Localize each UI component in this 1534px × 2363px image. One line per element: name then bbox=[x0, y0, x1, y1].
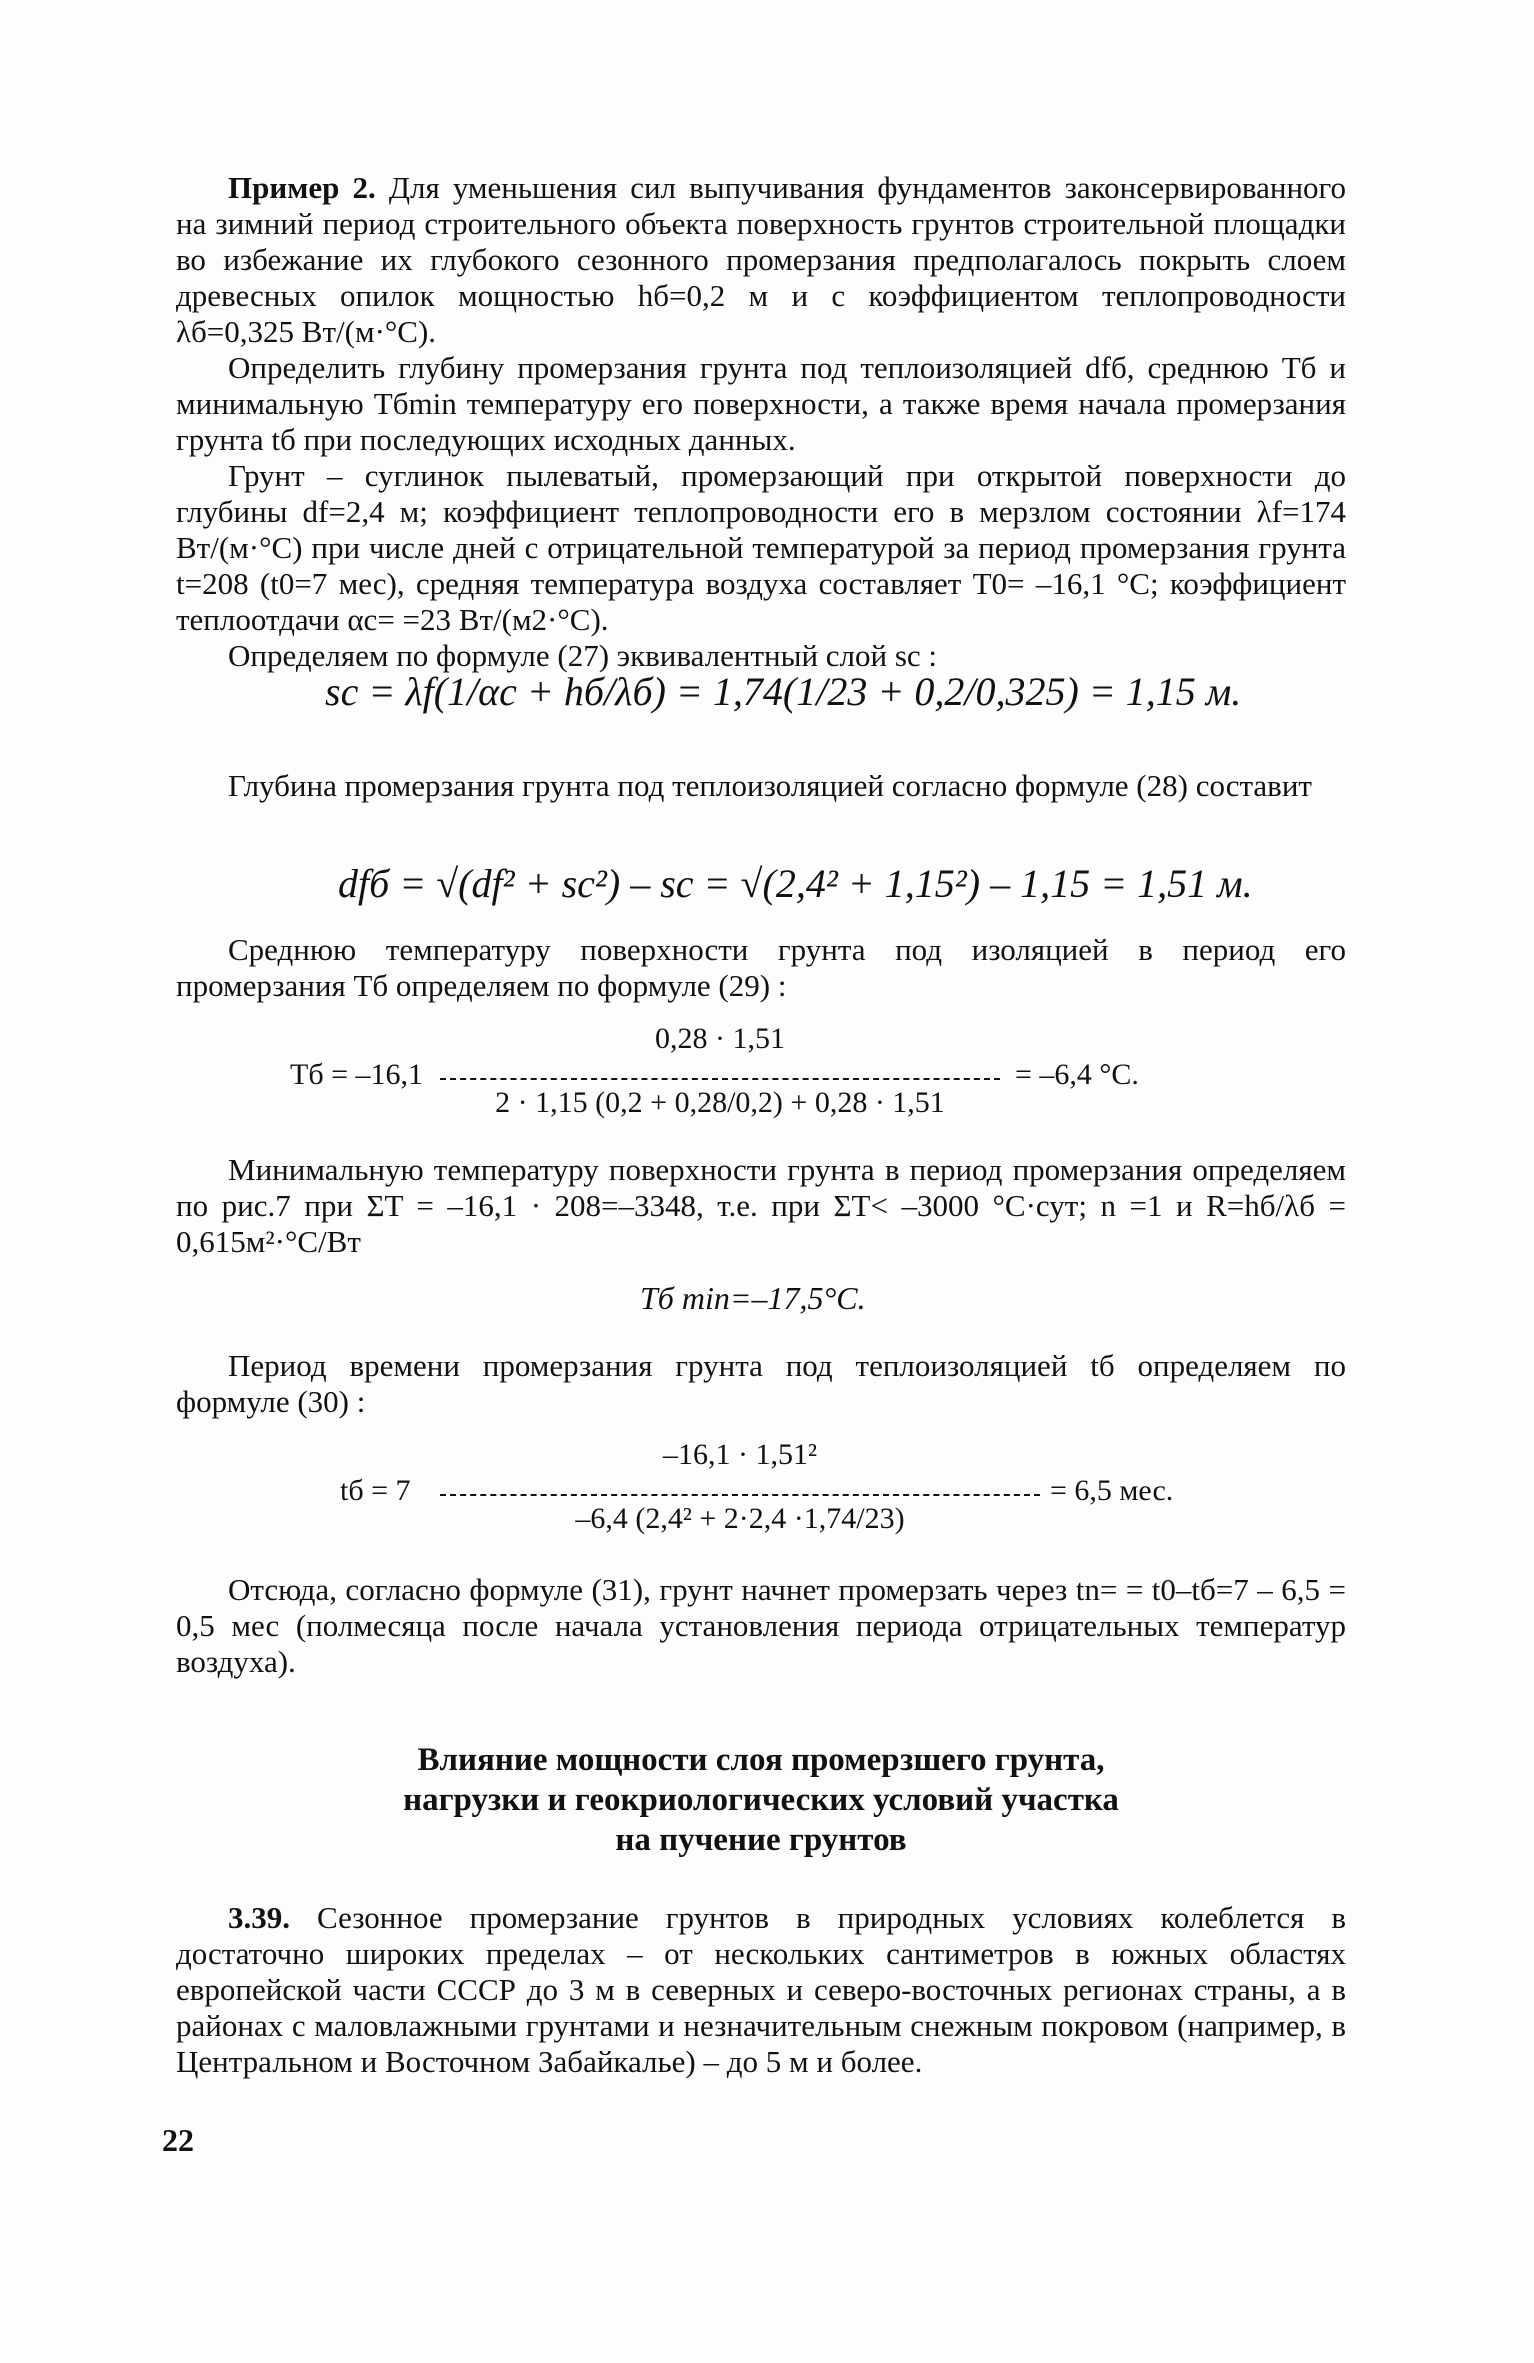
formula-3-numerator: 0,28 · 1,51 bbox=[655, 1022, 785, 1055]
formula-5-denominator: –6,4 (2,4² + 2·2,4 ·1,74/23) bbox=[575, 1502, 905, 1535]
formula-min-temperature: Tб min=–17,5°С. bbox=[640, 1280, 866, 1316]
section-number: 3.39. bbox=[228, 1900, 290, 1935]
example-text bbox=[176, 170, 1346, 674]
paragraph-6-block bbox=[176, 932, 1346, 1004]
paragraph-9-block bbox=[176, 1572, 1346, 1680]
paragraph-1 bbox=[176, 170, 1346, 350]
formula-mean-temperature bbox=[290, 1022, 1250, 1122]
paragraph-8: Период времени промерзания грунта под теплоизоляцией tб определяем по формуле (30) : bbox=[176, 1348, 1346, 1419]
formula-5-lhs: tб = 7 bbox=[340, 1474, 411, 1507]
formula-3-lhs: Tб = –16,1 bbox=[290, 1058, 424, 1091]
formula-freeze-start-time bbox=[340, 1438, 1220, 1538]
paragraph-8-block bbox=[176, 1348, 1346, 1420]
example-label: Пример 2. bbox=[228, 170, 376, 205]
section-text bbox=[176, 1900, 1346, 2080]
section-heading bbox=[176, 1740, 1346, 1860]
paragraph-5-block bbox=[176, 768, 1346, 804]
formula-3-fraction-line bbox=[440, 1078, 1000, 1080]
formula-5-fraction-line bbox=[440, 1494, 1040, 1496]
page-number: 22 bbox=[162, 2122, 194, 2158]
formula-5-rhs: = 6,5 мес. bbox=[1050, 1474, 1174, 1507]
formula-freeze-depth: dfб = √(df² + sc²) – sc = √(2,4² + 1,15²) – 1,15 = 1,51 м. bbox=[338, 861, 1253, 906]
formula-3-denominator: 2 · 1,15 (0,2 + 0,28/0,2) + 0,28 · 1,51 bbox=[495, 1086, 945, 1119]
heading-line-2: нагрузки и геокриологических условий участка bbox=[403, 1782, 1119, 1818]
formula-5-numerator: –16,1 · 1,51² bbox=[663, 1438, 817, 1471]
paragraph-4: Определяем по формуле (27) эквивалентный слой sc : bbox=[228, 638, 938, 673]
section-paragraph-text: Сезонное промерзание грунтов в природных условиях колеблется в достаточно широких пределах – от нескольких сантиметров в южных областях европейской части СССР до 3 м в северных и северо-восточных регионах страны, а в районах с маловлажными грунтами и незначительным снежным покровом (например, в Центральном и Восточном Забайкалье) – до 5 м и более. bbox=[176, 1900, 1346, 2079]
formula-3-rhs: = –6,4 °С. bbox=[1015, 1058, 1139, 1091]
paragraph-3: Грунт – суглинок пылеватый, промерзающий при открытой поверхности до глубины df=2,4 м; коэффициент теплопроводности его в мерзлом состоянии λf=174 Вт/(м·°С) при числе дней с отрицательной температурой за период промерзания грунта t=208 (t0=7 мес), средняя температура воздуха составляет T0= –16,1 °С; коэффициент теплоотдачи αc= =23 Вт/(м2·°С). bbox=[176, 458, 1346, 637]
paragraph-6: Среднюю температуру поверхности грунта под изоляцией в период его промерзания Tб определяем по формуле (29) : bbox=[176, 932, 1346, 1003]
paragraph-2: Определить глубину промерзания грунта под теплоизоляцией dfб, среднюю Tб и минимальную Tбmin температуру его поверхности, а также время начала промерзания грунта tб при последующих исходных данных. bbox=[176, 350, 1346, 457]
formula-equivalent-layer: sc = λf(1/αc + hб/λб) = 1,74(1/23 + 0,2/0,325) = 1,15 м. bbox=[325, 669, 1242, 714]
section-paragraph bbox=[176, 1900, 1346, 2080]
paragraph-9: Отсюда, согласно формуле (31), грунт начнет промерзать через tn= = t0–tб=7 – 6,5 = 0,5 мес (полмесяца после начала установления периода отрицательных температур воздуха). bbox=[176, 1572, 1346, 1679]
heading-line-1: Влияние мощности слоя промерзшего грунта, bbox=[417, 1742, 1105, 1778]
paragraph-7-block bbox=[176, 1152, 1346, 1260]
paragraph-1-text: Для уменьшения сил выпучивания фундаментов законсервированного на зимний период строительного объекта поверхность грунтов строительной площадки во избежание их глубокого сезонного промерзания предполагалось покрыть слоем древесных опилок мощностью hб=0,2 м и с коэффициентом теплопроводности λб=0,325 Вт/(м·°С). bbox=[176, 170, 1346, 349]
paragraph-5: Глубина промерзания грунта под теплоизоляцией согласно формуле (28) составит bbox=[228, 768, 1312, 803]
heading-line-3: на пучение грунтов bbox=[615, 1822, 907, 1858]
paragraph-7: Минимальную температуру поверхности грунта в период промерзания определяем по рис.7 при ΣT = –16,1 · 208=–3348, т.е. при ΣT< –3000 °С·сут; n =1 и R=hб/λб = 0,615м²·°С/Вт bbox=[176, 1152, 1346, 1259]
